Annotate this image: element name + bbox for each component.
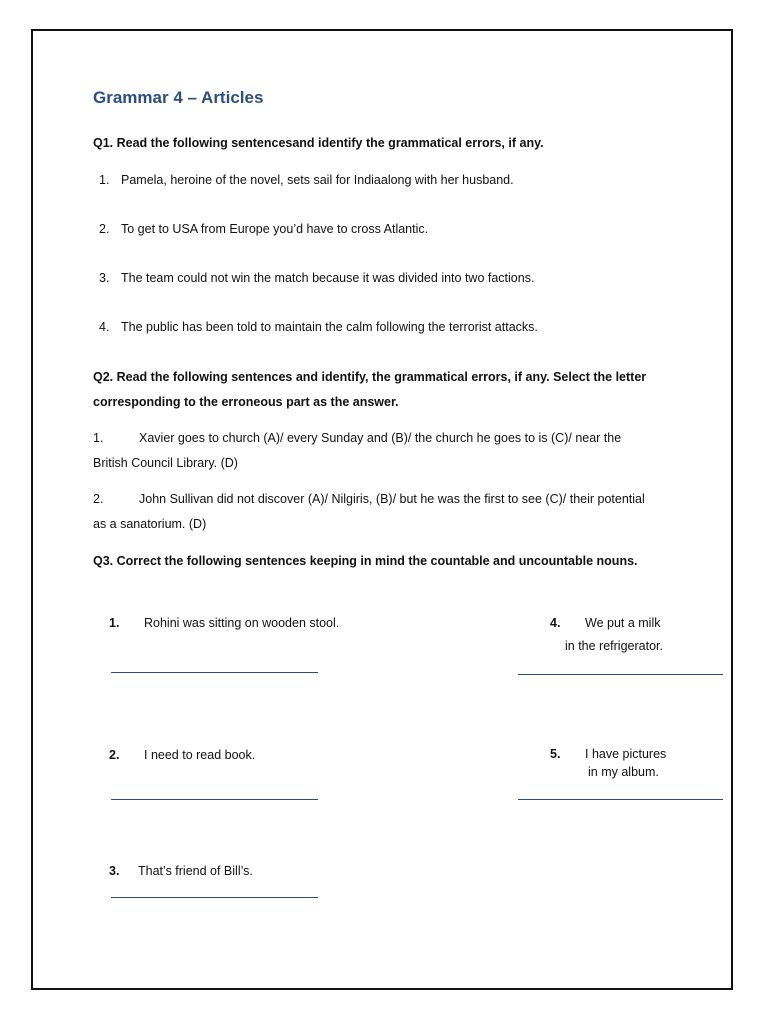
q3-item-3-answer-line[interactable] xyxy=(111,897,318,898)
q2-item-2-line2: as a sanatorium. (D) xyxy=(93,517,207,531)
q2-item-1-number: 1. xyxy=(93,431,104,445)
q1-item-2-number: 2. xyxy=(99,222,110,236)
q1-item-4-text: The public has been told to maintain the calm following the terrorist attacks. xyxy=(121,320,538,334)
q1-item-3-text: The team could not win the match because it was divided into two factions. xyxy=(121,271,535,285)
q1-item-1-text: Pamela, heroine of the novel, sets sail for Indiaalong with her husband. xyxy=(121,173,514,187)
q2-heading-line2: corresponding to the erroneous part as the answer. xyxy=(93,395,399,409)
q2-item-2-line1: John Sullivan did not discover (A)/ Nilgiris, (B)/ but he was the first to see (C)/ their potential xyxy=(139,492,645,506)
q3-item-3-text: That’s friend of Bill’s. xyxy=(138,864,253,878)
q1-item-2-text: To get to USA from Europe you’d have to cross Atlantic. xyxy=(121,222,429,236)
q3-item-1-number: 1. xyxy=(109,616,120,630)
q3-item-2-text: I need to read book. xyxy=(144,748,256,762)
q3-item-4-number: 4. xyxy=(550,616,561,630)
q1-heading: Q1. Read the following sentencesand identify the grammatical errors, if any. xyxy=(93,136,544,150)
q3-item-2-number: 2. xyxy=(109,748,120,762)
q2-item-2-number: 2. xyxy=(93,492,104,506)
q3-item-4-line2: in the refrigerator. xyxy=(565,639,663,653)
q3-item-1-answer-line[interactable] xyxy=(111,672,318,673)
q1-item-3-number: 3. xyxy=(99,271,110,285)
q2-item-1-line2: British Council Library. (D) xyxy=(93,456,238,470)
page-title: Grammar 4 – Articles xyxy=(93,88,264,107)
q3-item-2-answer-line[interactable] xyxy=(111,799,318,800)
q3-item-3-number: 3. xyxy=(109,864,120,878)
q2-heading-line1: Q2. Read the following sentences and identify, the grammatical errors, if any. Select the letter xyxy=(93,370,647,384)
q3-heading: Q3. Correct the following sentences keeping in mind the countable and uncountable nouns. xyxy=(93,554,638,568)
q3-item-1-text: Rohini was sitting on wooden stool. xyxy=(144,616,340,630)
q3-item-4-answer-line[interactable] xyxy=(518,674,723,675)
q3-item-5-line1: I have pictures xyxy=(585,747,667,761)
q2-item-1-line1: Xavier goes to church (A)/ every Sunday and (B)/ the church he goes to is (C)/ near the xyxy=(139,431,622,445)
q1-item-1-number: 1. xyxy=(99,173,110,187)
q3-item-5-answer-line[interactable] xyxy=(518,799,723,800)
q1-item-4-number: 4. xyxy=(99,320,110,334)
q3-item-4-line1: We put a milk xyxy=(585,616,661,630)
q3-item-5-number: 5. xyxy=(550,747,561,761)
q3-item-5-line2: in my album. xyxy=(588,765,659,779)
